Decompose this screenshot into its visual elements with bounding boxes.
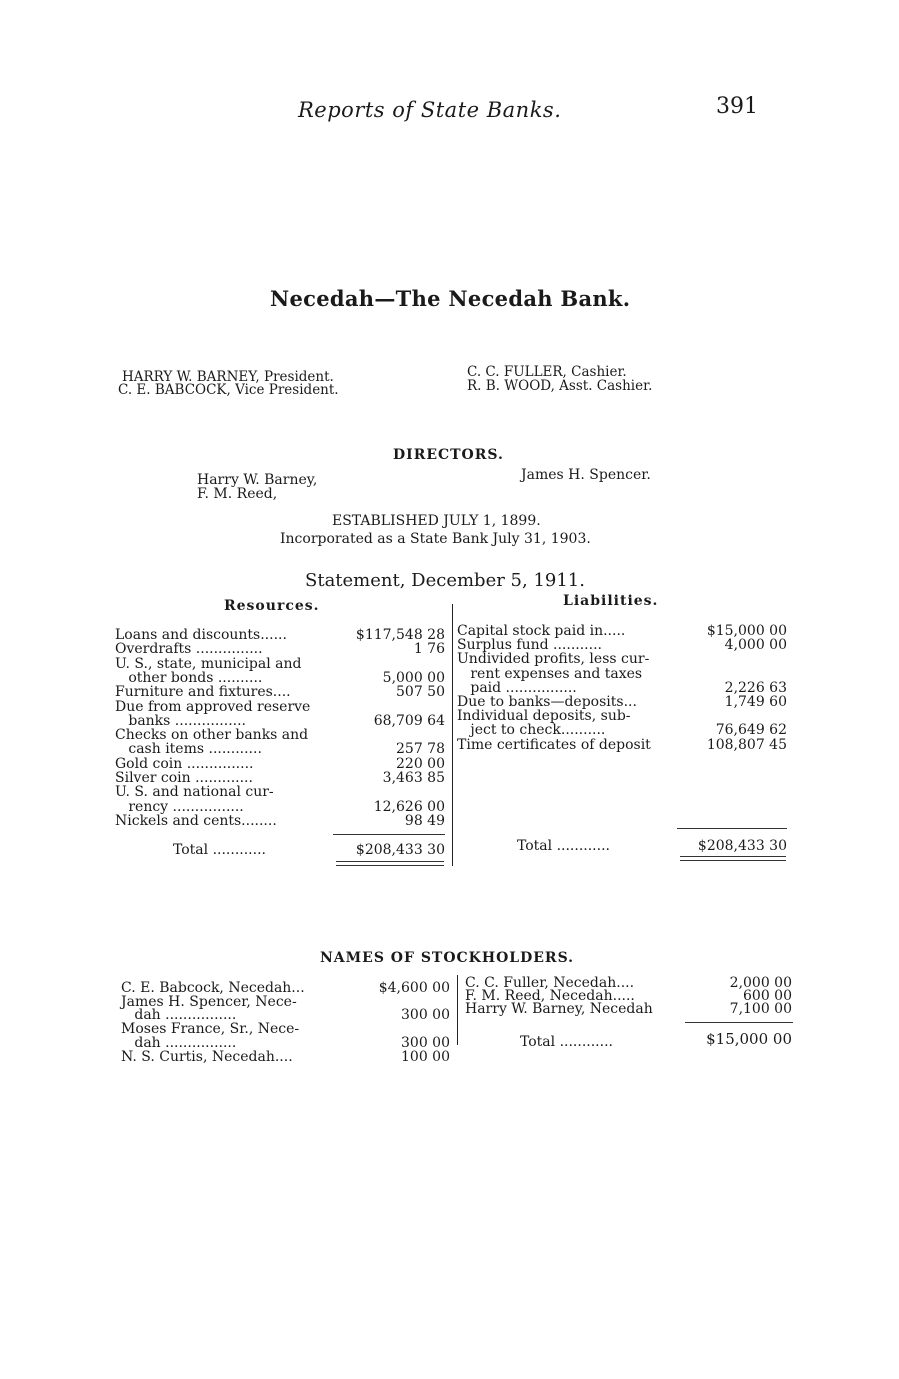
liability-row-label: Surplus fund ...........: [457, 637, 602, 654]
liability-row-label: paid ................: [457, 679, 577, 696]
resource-row-label: Due from approved reserve: [115, 698, 311, 715]
liabilities-heading: Liabilities.: [563, 593, 659, 609]
officer-president: HARRY W. BARNEY, President.: [122, 369, 334, 385]
resource-row-label: Silver coin .............: [115, 770, 253, 786]
liabilities-total-rule: [677, 828, 787, 829]
stockholder-row-amount: 300 00: [401, 1007, 450, 1024]
stockholder-row-amount: 600 00: [743, 988, 792, 1005]
stockholder-row-label: Moses France, Sr., Nece-: [121, 1021, 300, 1038]
resource-row-label: Furniture and fixtures....: [115, 684, 291, 701]
stockholder-row-label: F. M. Reed, Necedah.....: [465, 988, 635, 1005]
stockholders-total-amount: $15,000 00: [706, 1030, 792, 1048]
liability-row-amount: 1,749 60: [724, 694, 787, 710]
resource-row-label: Nickels and cents........: [115, 812, 277, 829]
director-name: James H. Spencer.: [521, 467, 651, 483]
stockholder-row-label: James H. Spencer, Nece-: [121, 993, 297, 1010]
officer-vice-president: C. E. BABCOCK, Vice President.: [118, 382, 339, 398]
liability-row-label: Time certificates of deposit: [457, 736, 651, 753]
resource-row-amount: 12,626 00: [373, 798, 445, 815]
stockholder-row-label: dah ................: [121, 1007, 237, 1024]
resource-row-amount: 1 76: [413, 641, 445, 658]
resource-row-amount: 3,463 85: [382, 770, 445, 786]
stockholder-row-label: C. E. Babcock, Necedah...: [121, 980, 305, 996]
resource-row-amount: 68,709 64: [373, 712, 445, 729]
resource-row-label: other bonds ..........: [115, 669, 263, 686]
resource-row-label: U. S. and national cur-: [115, 784, 274, 801]
bank-title: Necedah—The Necedah Bank.: [270, 286, 631, 311]
liability-row-label: Undivided profits, less cur-: [457, 651, 650, 668]
liabilities-double-rule: [680, 860, 786, 861]
resource-row-label: banks ................: [115, 712, 246, 729]
stockholder-row-amount: $4,600 00: [378, 980, 450, 996]
liability-row-amount: $15,000 00: [706, 623, 787, 639]
stockholder-row-amount: 2,000 00: [729, 975, 792, 991]
page-number: 391: [716, 94, 758, 119]
liability-row-label: Due to banks—deposits...: [457, 694, 637, 710]
officer-cashier: C. C. FULLER, Cashier.: [467, 364, 627, 380]
resource-row-label: rency ................: [115, 798, 244, 815]
directors-heading: DIRECTORS.: [393, 447, 504, 463]
stockholder-row-amount: 7,100 00: [729, 1001, 792, 1018]
resource-row-amount: 257 78: [396, 741, 445, 758]
resources-double-rule: [336, 861, 444, 862]
stockholder-row-label: N. S. Curtis, Necedah....: [121, 1048, 293, 1065]
stockholder-row-label: C. C. Fuller, Necedah....: [465, 975, 635, 991]
statement-title: Statement, December 5, 1911.: [305, 570, 585, 591]
running-header-title: Reports of State Banks.: [298, 98, 562, 122]
liability-row-label: rent expenses and taxes: [457, 665, 643, 682]
resource-row-label: Overdrafts ...............: [115, 641, 263, 658]
established-date: ESTABLISHED JULY 1, 1899.: [332, 513, 541, 529]
liability-row-amount: 108,807 45: [706, 736, 787, 753]
liability-row-amount: 4,000 00: [724, 637, 787, 654]
incorporated-date: Incorporated as a State Bank July 31, 1903.: [280, 531, 591, 547]
resource-row-label: cash items ............: [115, 741, 262, 758]
stockholders-heading: NAMES OF STOCKHOLDERS.: [320, 950, 575, 966]
resource-row-label: Loans and discounts......: [115, 627, 287, 643]
stockholder-row-amount: 100 00: [401, 1048, 450, 1065]
liabilities-double-rule: [680, 856, 786, 857]
stockholder-row-label: dah ................: [121, 1034, 237, 1051]
resource-row-label: Gold coin ...............: [115, 755, 254, 772]
resource-row-amount: 98 49: [404, 812, 445, 829]
resources-total-amount: $208,433 30: [355, 842, 445, 858]
liability-row-amount: 2,226 63: [724, 679, 787, 696]
resource-row-label: Checks on other banks and: [115, 727, 309, 744]
liability-row-label: Individual deposits, sub-: [457, 708, 631, 725]
director-name: Harry W. Barney,: [197, 472, 318, 488]
stockholders-divider: [457, 975, 458, 1045]
officer-asst-cashier: R. B. WOOD, Asst. Cashier.: [467, 378, 653, 394]
resource-row-amount: $117,548 28: [355, 627, 445, 643]
liability-row-label: Capital stock paid in.....: [457, 623, 626, 639]
stockholder-row-amount: 300 00: [401, 1034, 450, 1051]
stockholder-row-label: Harry W. Barney, Necedah: [465, 1001, 653, 1018]
liability-row-amount: 76,649 62: [715, 722, 787, 739]
resource-row-amount: 220 00: [396, 755, 445, 772]
liabilities-total-label: Total ............: [517, 838, 610, 854]
liabilities-total-amount: $208,433 30: [697, 838, 787, 854]
director-name: F. M. Reed,: [197, 486, 278, 502]
resource-row-amount: 507 50: [396, 684, 445, 701]
resources-double-rule: [336, 865, 444, 866]
stockholders-total-rule: [685, 1022, 793, 1023]
resource-row-amount: 5,000 00: [382, 669, 445, 686]
resources-total-rule: [333, 834, 445, 835]
resources-total-label: Total ............: [173, 842, 266, 858]
resources-heading: Resources.: [224, 598, 320, 614]
stockholders-total-label: Total ............: [520, 1034, 613, 1050]
liability-row-label: ject to check..........: [457, 722, 606, 739]
resource-row-label: U. S., state, municipal and: [115, 655, 302, 672]
column-divider: [452, 604, 453, 866]
